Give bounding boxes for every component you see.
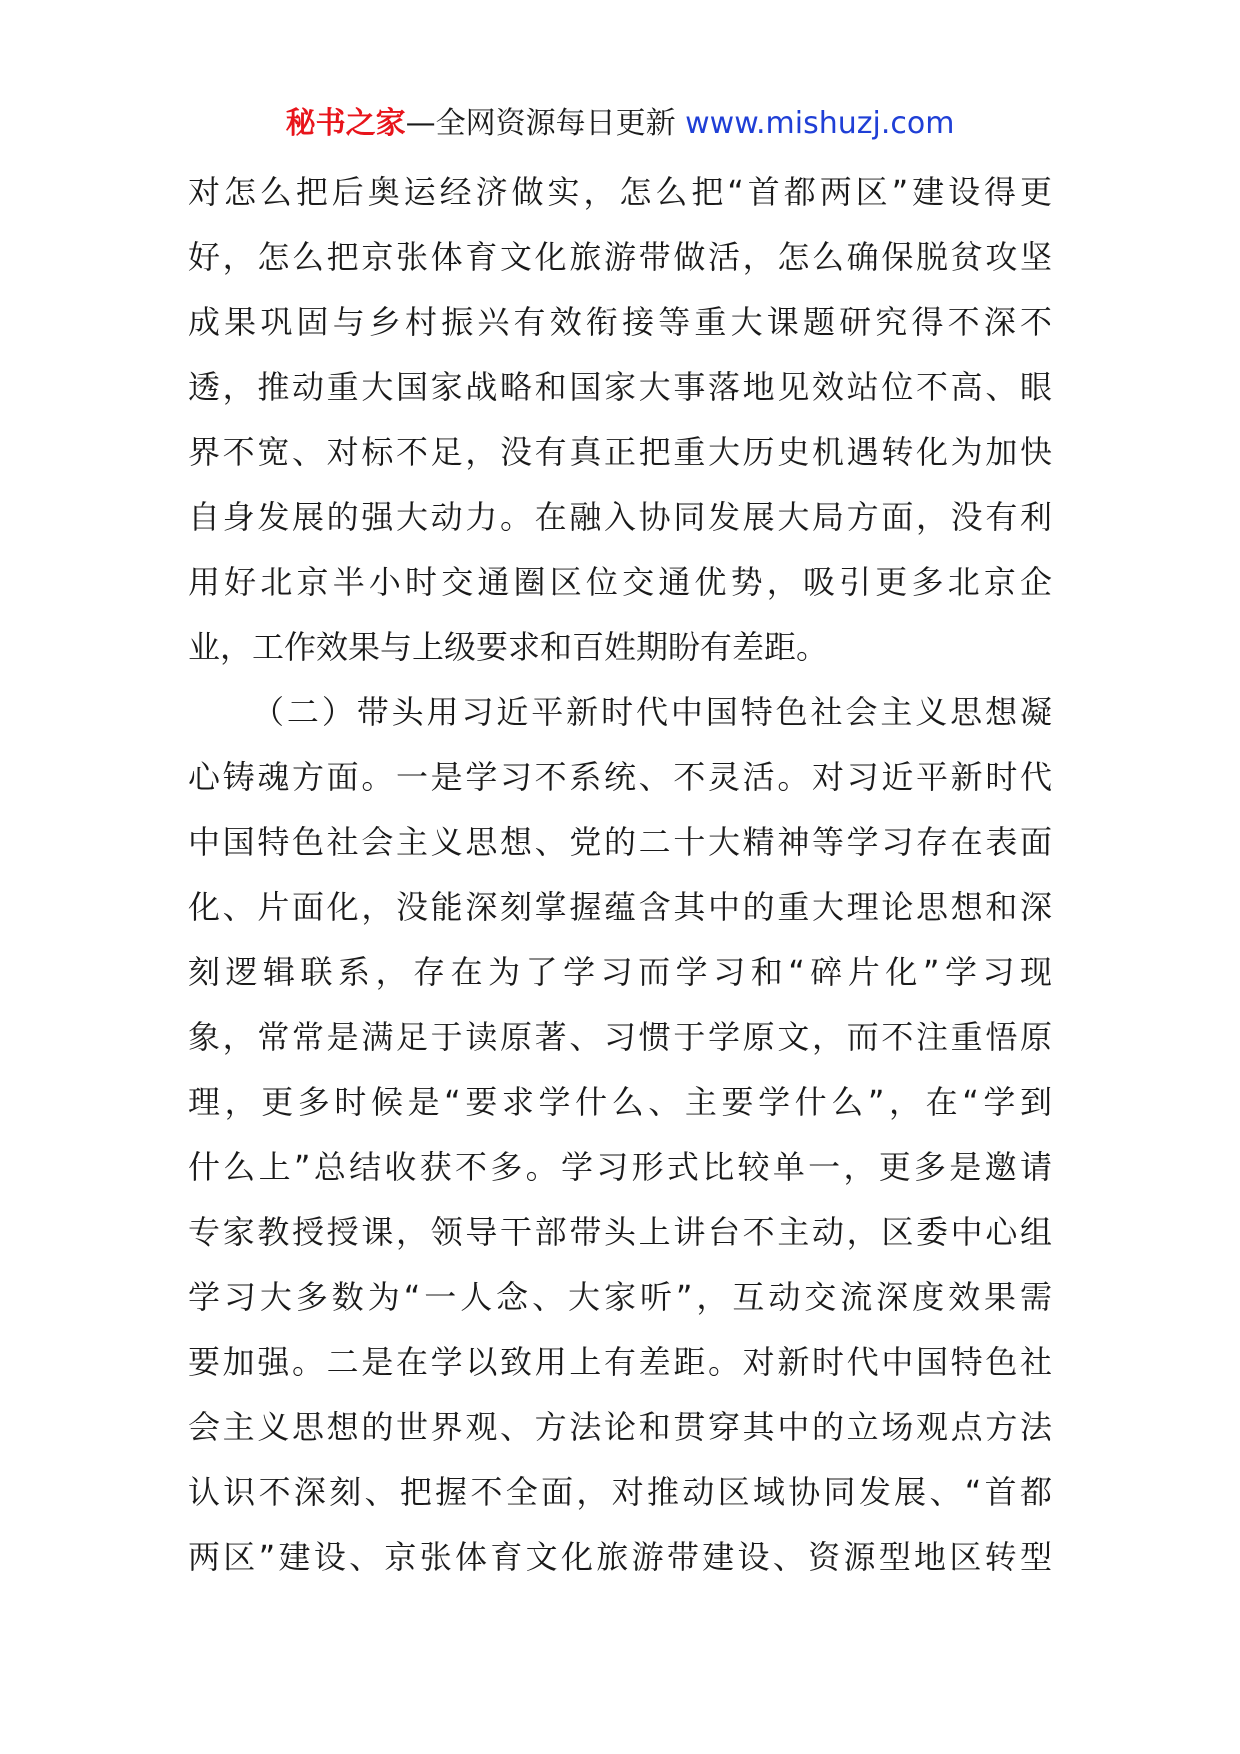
text-line: 化、片面化，没能深刻掌握蕴含其中的重大理论思想和深 [188, 888, 1052, 926]
text-line: 业，工作效果与上级要求和百姓期盼有差距。 [188, 628, 829, 666]
text-line: 用好北京半小时交通圈区位交通优势，吸引更多北京企 [188, 563, 1052, 601]
text-line: 会主义思想的世界观、方法论和贯穿其中的立场观点方法 [188, 1408, 1052, 1446]
header-tagline: —全网资源每日更新 [405, 106, 676, 141]
section-heading-line: （二）带头用习近平新时代中国特色社会主义思想凝 [252, 693, 1052, 731]
page-header [0, 102, 1240, 146]
text-line: 要加强。二是在学以致用上有差距。对新时代中国特色社 [188, 1343, 1052, 1381]
header-url-link[interactable]: www.mishuzj.com [685, 106, 955, 141]
text-line: 界不宽、对标不足，没有真正把重大历史机遇转化为加快 [188, 433, 1052, 471]
text-line: 对怎么把后奥运经济做实，怎么把“首都两区”建设得更 [188, 173, 1052, 211]
document-body [188, 160, 1052, 1590]
text-line: 刻逻辑联系，存在为了学习而学习和“碎片化”学习现 [188, 953, 1052, 991]
text-line: 理，更多时候是“要求学什么、主要学什么”，在“学到 [188, 1083, 1052, 1121]
text-line: 专家教授授课，领导干部带头上讲台不主动，区委中心组 [188, 1213, 1052, 1251]
text-line: 心铸魂方面。一是学习不系统、不灵活。对习近平新时代 [188, 758, 1052, 796]
text-line: 认识不深刻、把握不全面，对推动区域协同发展、“首都 [188, 1473, 1052, 1511]
text-line: 象，常常是满足于读原著、习惯于学原文，而不注重悟原 [188, 1018, 1052, 1056]
text-line: 什么上”总结收获不多。学习形式比较单一，更多是邀请 [188, 1148, 1052, 1186]
header-brand: 秘书之家 [285, 106, 406, 141]
text-line: 成果巩固与乡村振兴有效衔接等重大课题研究得不深不 [188, 303, 1052, 341]
text-line: 两区”建设、京张体育文化旅游带建设、资源型地区转型 [188, 1538, 1052, 1576]
text-line: 自身发展的强大动力。在融入协同发展大局方面，没有利 [188, 498, 1052, 536]
text-line: 中国特色社会主义思想、党的二十大精神等学习存在表面 [188, 823, 1052, 861]
text-line: 学习大多数为“一人念、大家听”，互动交流深度效果需 [188, 1278, 1052, 1316]
text-line: 好，怎么把京张体育文化旅游带做活，怎么确保脱贫攻坚 [188, 238, 1052, 276]
text-line: 透，推动重大国家战略和国家大事落地见效站位不高、眼 [188, 368, 1052, 406]
